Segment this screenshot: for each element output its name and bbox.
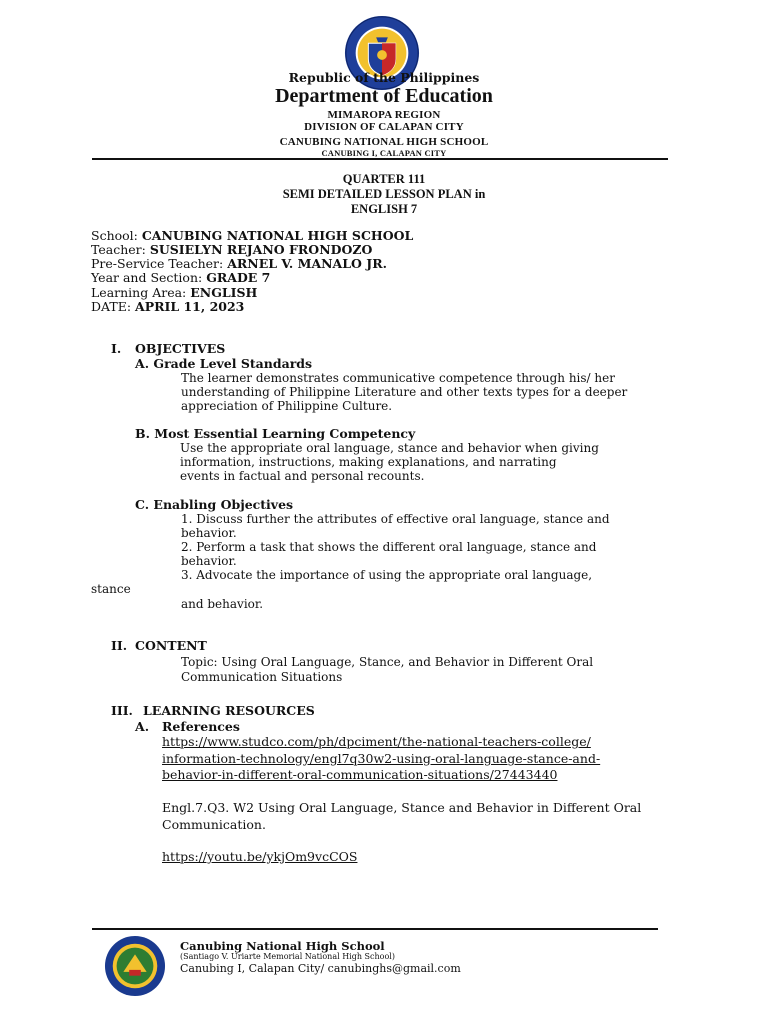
info-year-section: Year and Section: GRADE 7: [91, 270, 271, 285]
reference-url-link[interactable]: behavior-in-different-oral-communication-situations/27443440: [162, 767, 558, 782]
reference-text-line: Engl.7.Q3. W2 Using Oral Language, Stance and Behavior in Different Oral: [162, 800, 642, 815]
enabling-objective-line: and behavior.: [181, 597, 264, 611]
reference-text-line: Communication.: [162, 817, 266, 832]
footer-contact: Canubing I, Calapan City/ canubinghs@gmail.com: [180, 962, 461, 975]
info-teacher: Teacher: SUSIELYN REJANO FRONDOZO: [91, 242, 373, 257]
school-header-text: CANUBING NATIONAL HIGH SCHOOL: [279, 136, 489, 148]
footer-school-name: Canubing National High School: [180, 939, 385, 953]
youtube-link[interactable]: https://youtu.be/ykjOm9vcCOS: [162, 849, 358, 864]
enabling-objective-line: 1. Discuss further the attributes of effective oral language, stance and: [181, 512, 610, 526]
info-date: DATE: APRIL 11, 2023: [91, 299, 245, 314]
standards-line: The learner demonstrates communicative competence through his/ her: [181, 371, 615, 385]
lesson-plan-title: SEMI DETAILED LESSON PLAN in: [282, 187, 486, 201]
standards-line: understanding of Philippine Literature and other texts types for a deeper: [181, 385, 628, 399]
objectives-heading: OBJECTIVES: [135, 341, 226, 356]
topic-line: Topic: Using Oral Language, Stance, and Behavior in Different Oral: [181, 655, 594, 669]
school-address-text: CANUBING I, CALAPAN CITY: [321, 148, 447, 158]
footer-memorial-name: (Santiago V. Uriarte Memorial National High School): [180, 952, 395, 961]
resources-number: III.: [111, 703, 133, 718]
enabling-objectives-heading: C. Enabling Objectives: [135, 497, 294, 512]
division-text: DIVISION OF CALAPAN CITY: [304, 121, 464, 133]
melc-heading: B. Most Essential Learning Competency: [135, 426, 416, 441]
references-heading: References: [162, 719, 240, 734]
info-school: School: CANUBING NATIONAL HIGH SCHOOL: [91, 228, 414, 243]
melc-line: Use the appropriate oral language, stance and behavior when giving: [180, 441, 599, 455]
header-divider: [92, 158, 668, 160]
melc-line: events in factual and personal recounts.: [180, 469, 425, 483]
info-learning-area: Learning Area: ENGLISH: [91, 285, 258, 300]
quarter-title: QUARTER 111: [342, 172, 426, 186]
content-number: II.: [111, 638, 128, 653]
enabling-objective-line: 2. Perform a task that shows the different oral language, stance and: [181, 540, 597, 554]
references-number: A.: [135, 719, 150, 734]
school-logo: [104, 935, 166, 997]
standards-line: appreciation of Philippine Culture.: [181, 399, 393, 413]
reference-url-link[interactable]: information-technology/engl7q30w2-using-oral-language-stance-and-: [162, 751, 601, 766]
enabling-objective-line: behavior.: [181, 554, 237, 568]
department-title: Department of Education: [275, 85, 493, 107]
region-text: MIMAROPA REGION: [327, 109, 441, 121]
objectives-number: I.: [111, 341, 122, 356]
subject-title: ENGLISH 7: [350, 202, 418, 216]
content-heading: CONTENT: [135, 638, 207, 653]
republic-text: Republic of the Philippines: [288, 70, 480, 85]
melc-line: information, instructions, making explanations, and narrating: [180, 455, 557, 469]
info-preservice-teacher: Pre-Service Teacher: ARNEL V. MANALO JR.: [91, 256, 387, 271]
resources-heading: LEARNING RESOURCES: [143, 703, 315, 718]
reference-url-link[interactable]: https://www.studco.com/ph/dpciment/the-national-teachers-college/: [162, 734, 591, 749]
topic-line: Communication Situations: [181, 670, 343, 684]
enabling-objective-line: 3. Advocate the importance of using the appropriate oral language,: [181, 568, 593, 582]
grade-level-standards-heading: A. Grade Level Standards: [135, 356, 313, 371]
enabling-objective-line: stance: [91, 582, 131, 596]
footer-divider: [92, 928, 658, 930]
enabling-objective-line: behavior.: [181, 526, 237, 540]
